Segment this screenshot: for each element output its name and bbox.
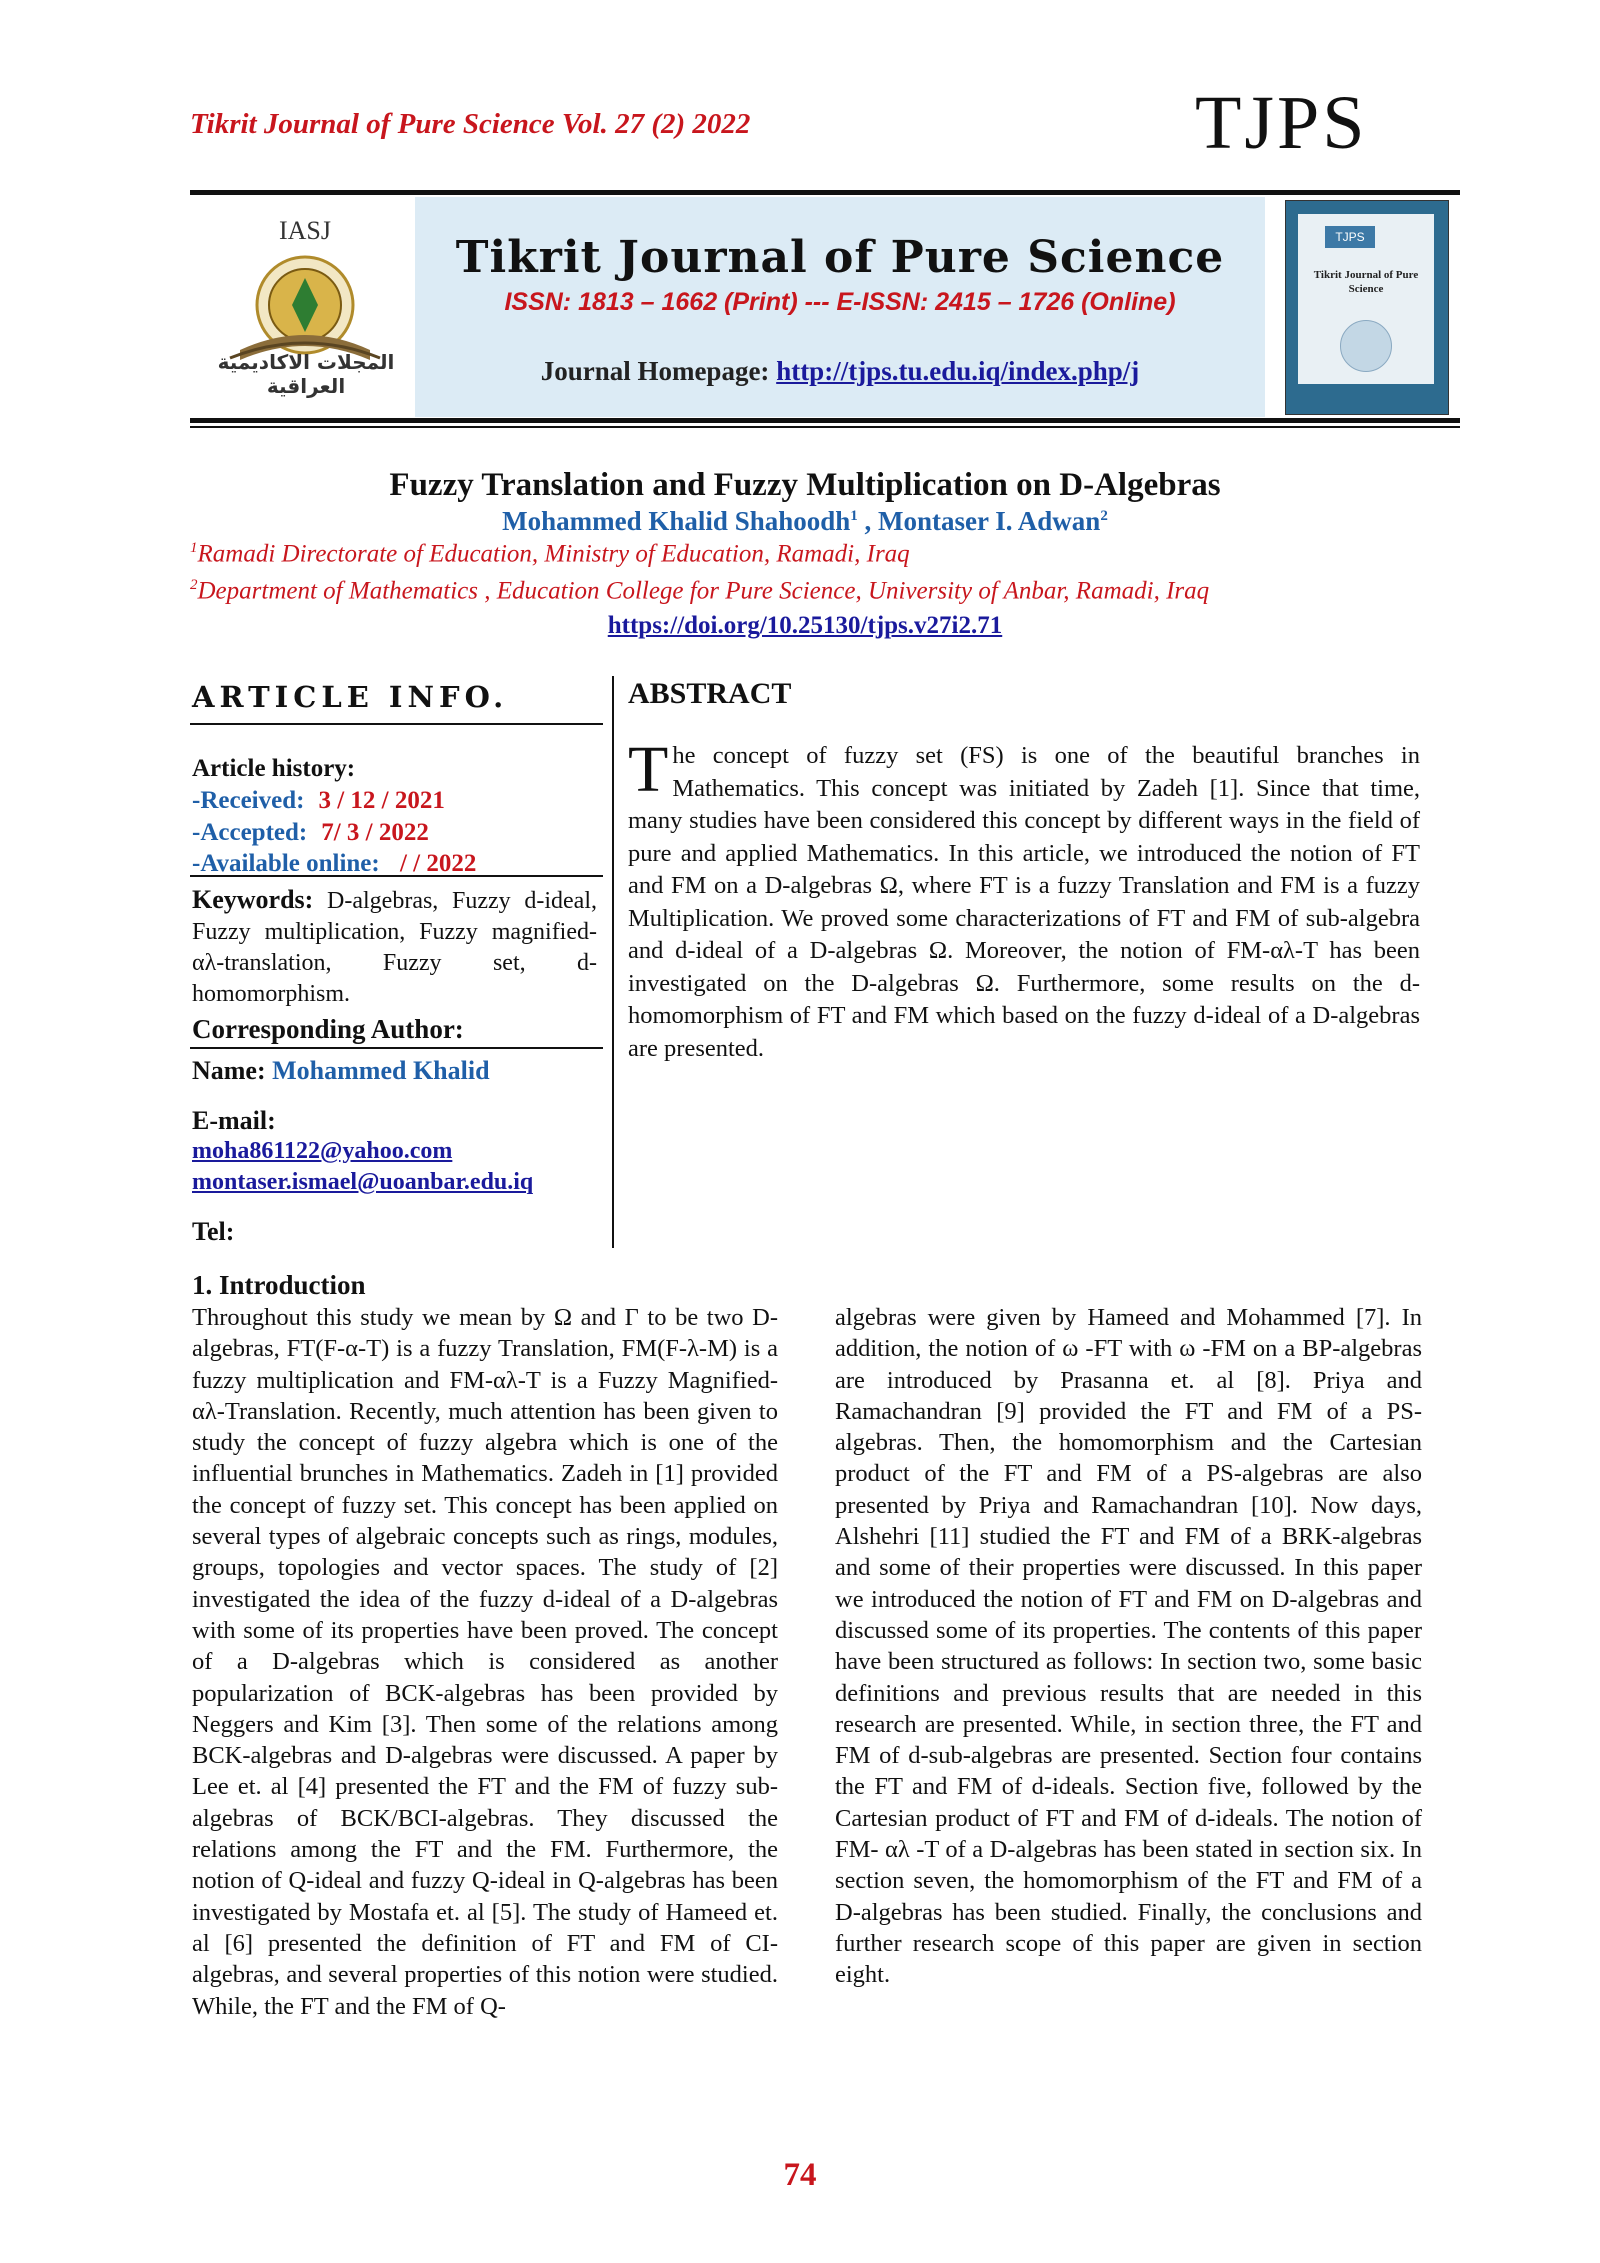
abstract-heading: ABSTRACT xyxy=(628,677,792,710)
abstract-drop-cap: T xyxy=(628,733,669,806)
keywords-rule xyxy=(190,1047,603,1049)
journal-cover-title: Tikrit Journal of Pure Science xyxy=(1313,269,1419,295)
homepage-link[interactable]: http://tjps.tu.edu.iq/index.php/j xyxy=(776,356,1140,386)
corresponding-author-name xyxy=(192,1056,490,1086)
journal-cover-emblem xyxy=(1340,320,1392,372)
affiliation-2-mark: 2 xyxy=(190,577,198,593)
iasj-arabic-text: المجلات الاكاديمية العراقية xyxy=(217,350,395,398)
banner-journal-title: Tikrit Journal of Pure Science xyxy=(455,232,1225,283)
author-2: Montaser I. Adwan xyxy=(878,506,1101,536)
history-online xyxy=(192,850,476,878)
received-label: -Received: xyxy=(192,787,305,814)
paper-title: Fuzzy Translation and Fuzzy Multiplication on D-Algebras xyxy=(389,467,1221,503)
author-list xyxy=(190,506,1420,537)
tel-label: Tel: xyxy=(192,1217,235,1246)
author-separator: , xyxy=(857,506,879,536)
article-info-rule xyxy=(190,723,603,725)
abstract-text: he concept of fuzzy set (FS) is one of the beautiful branches in Mathematics. This concept was initiated by Zadeh [1]. Since that time, many studies have been considered this concept by different ways in the field of pure and applied Mathematics. In this article, we introduced the notion of FT and FM on a D-algebras Ω, where FT is a fuzzy Translation and FM is a fuzzy Multiplication. We proved some characterizations of FT and FM of sub-algebra and d-ideal of a D-algebras Ω. Moreover, the notion of FM-αλ-T has been investigated on the D-algebras Ω. Furthermore, some results on the d-homomorphism of FT and FM which based on the fuzzy d-ideal of a D-algebras are presented. xyxy=(628,742,1420,1062)
introduction-heading: 1. Introduction xyxy=(192,1270,366,1300)
page-number: 74 xyxy=(783,2157,817,2193)
banner-bottom-rule xyxy=(190,418,1460,423)
banner-issn: ISSN: 1813 – 1662 (Print) --- E-ISSN: 2415 – 1726 (Online) xyxy=(504,288,1176,316)
journal-brand: TJPS xyxy=(1195,81,1368,165)
history-received xyxy=(192,787,445,815)
name-value: Mohammed Khalid xyxy=(272,1056,490,1085)
article-history-label: Article history: xyxy=(192,755,356,782)
abstract-body xyxy=(628,733,1420,1065)
banner-bottom-rule-thin xyxy=(190,426,1460,428)
email-label: E-mail: xyxy=(192,1106,276,1135)
doi-link[interactable]: https://doi.org/10.25130/tjps.v27i2.71 xyxy=(607,612,1003,639)
affiliation-2 xyxy=(190,577,1209,605)
author-1-affil-mark: 1 xyxy=(850,508,858,524)
banner-top-rule xyxy=(190,190,1460,195)
received-date: 3 / 12 / 2021 xyxy=(318,787,445,814)
affiliation-1-text: Ramadi Directorate of Education, Ministry of Education, Ramadi, Iraq xyxy=(197,540,910,568)
introduction-column-1: Throughout this study we mean by Ω and Γ to be two D-algebras, FT(F-α-T) is a fuzzy Translation, FM(F-λ-M) is a fuzzy multiplication and FM-αλ-T is a Fuzzy Magnified-αλ-Translation. Recently, much attention has been given to study the concept of fuzzy algebra which is one of the influential brunches in Mathematics. Zadeh in [1] provided the concept of fuzzy set. This concept has been applied on several types of algebraic concepts such as rings, modules, groups, topologies and vector spaces. The study of [2] investigated the idea of the fuzzy d-ideal of a D-algebras with some of its properties have been proved. The concept of a D-algebras which is considered as another popularization of BCK-algebras has been provided by Neggers and Kim [3]. Then some of the relations among BCK-algebras and D-algebras were discussed. A paper by Lee et. al [4] presented the FT and the FM of fuzzy sub-algebras of BCK/BCI-algebras. They discussed the relations among the FT and the FM. Furthermore, the notion of Q-ideal and fuzzy Q-ideal in Q-algebras has been investigated by Mostafa et. al [5]. The study of Hameed et. al [6] presented the definition of FT and FM of CI-algebras, and several properties of this notion were studied. While, the FT and the FM of Q- xyxy=(192,1304,778,2020)
keywords-label: Keywords: xyxy=(192,885,314,914)
accepted-label: -Accepted: xyxy=(192,819,308,846)
introduction-column-2: algebras were given by Hameed and Mohammed [7]. In addition, the notion of ω -FT with ω -FM on a BP-algebras are introduced by Prasanna et. al [8]. Priya and Ramachandran [9] provided the FT and FM of a PS-algebras. Then, the homomorphism and the Cartesian product of the FT and FM of a PS-algebras are also presented by Priya and Ramachandran [10]. Now days, Alshehri [11] studied the FT and FM of a BRK-algebras and some of their properties were discussed. In this paper we introduced the notion of FT and FM on D-algebras and discussed some of its properties. The contents of this paper have been structured as follows: In section two, some basic definitions and previous results that are needed in this research are presented. While, in section three, the FT and FM of d-sub-algebras are presented. Section four contains the FT and FM of d-ideals. Section five, followed by the Cartesian product of FT and FM of d-ideals. The notion of FM- αλ -T of a D-algebras has been stated in section six. In section seven, the homomorphism of the FT and FM of a D-algebras has been studied. Finally, the conclusions and further research scope of this paper are given in section eight. xyxy=(835,1304,1422,1989)
keywords xyxy=(192,884,597,1010)
article-info-divider xyxy=(612,676,614,1248)
author-1: Mohammed Khalid Shahoodh xyxy=(502,506,851,536)
affiliation-1 xyxy=(190,540,910,568)
corresponding-author-label: Corresponding Author: xyxy=(192,1014,464,1044)
running-header: Tikrit Journal of Pure Science Vol. 27 (2) 2022 xyxy=(190,108,751,140)
history-accepted xyxy=(192,819,429,847)
affiliation-2-text: Department of Mathematics , Education College for Pure Science, University of Anbar, Ramadi, Iraq xyxy=(197,577,1210,605)
journal-cover-badge: TJPS xyxy=(1325,226,1375,248)
article-info-heading: ARTICLE INFO. xyxy=(192,680,509,714)
author-2-affil-mark: 2 xyxy=(1100,508,1108,524)
homepage-label: Journal Homepage: xyxy=(540,356,777,386)
accepted-date: 7/ 3 / 2022 xyxy=(321,819,429,846)
affiliation-1-mark: 1 xyxy=(190,540,198,556)
email-link-1[interactable]: moha861122@yahoo.com xyxy=(192,1138,453,1164)
email-link-2[interactable]: montaser.ismael@uoanbar.edu.iq xyxy=(192,1169,534,1195)
keywords-text: D-algebras, Fuzzy d-ideal, Fuzzy multiplication, Fuzzy magnified-αλ-translation, Fuzzy set, d-homomorphism. xyxy=(192,888,597,1007)
name-label: Name: xyxy=(192,1056,273,1085)
online-date: / / 2022 xyxy=(393,850,477,877)
banner-homepage xyxy=(415,356,1265,387)
iasj-logo-text: IASJ xyxy=(278,216,331,245)
online-label: -Available online: xyxy=(192,850,380,877)
doi-line xyxy=(190,612,1420,640)
